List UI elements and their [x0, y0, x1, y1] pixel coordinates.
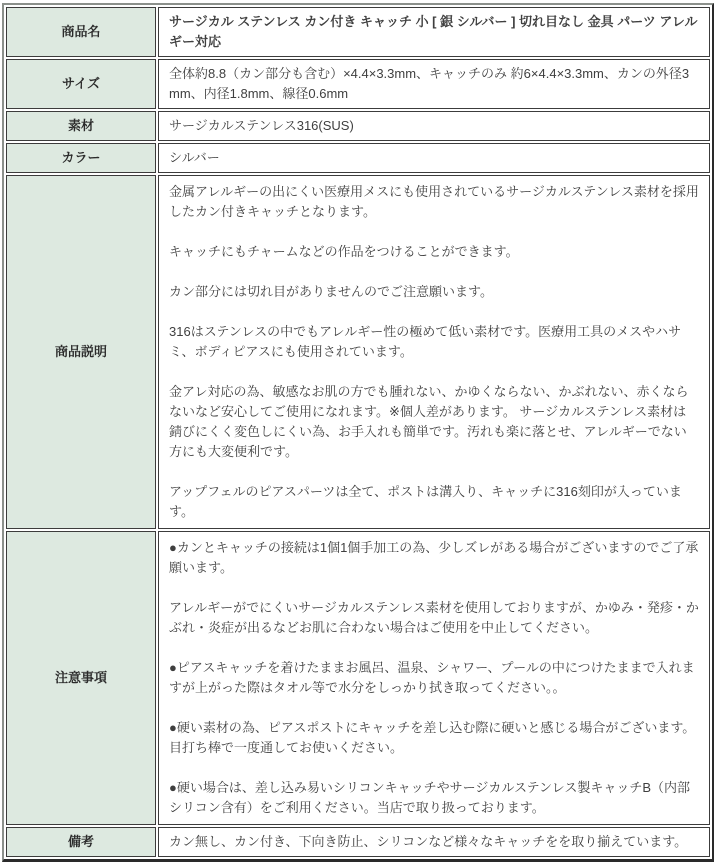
spec-value-description: [158, 175, 710, 529]
spec-row-color: [6, 143, 710, 173]
spec-value-size: 全体約8.8（カン部分も含む）×4.4×3.3mm、キャッチのみ 約6×4.4×3.3mm、カンの外径3mm、内径1.8mm、線径0.6mm: [158, 59, 710, 109]
spec-row-size: [6, 59, 710, 109]
description-paragraph: 金属アレルギーの出にくい医療用メスにも使用されているサージカルステンレス素材を採用したカン付きキャッチとなります。: [169, 184, 699, 219]
precaution-paragraph: ●ピアスキャッチを着けたままお風呂、温泉、シャワー、プールの中につけたままで入れますが上がった際はタオル等で水分をしっかり拭き取ってください。。: [169, 660, 695, 695]
spec-label-notes: 備考: [6, 827, 156, 857]
spec-label-size: サイズ: [6, 59, 156, 109]
product-spec-table: [2, 3, 714, 862]
precaution-paragraph: ●硬い素材の為、ピアスポストにキャッチを差し込む際に硬いと感じる場合がございます。目打ち棒で一度通してお使いください。: [169, 720, 696, 755]
precaution-paragraph: アレルギーがでにくいサージカルステンレス素材を使用しておりますが、かゆみ・発疹・かぶれ・炎症が出るなどお肌に合わない場合はご使用を中止してください。: [169, 600, 699, 635]
spec-value-product-name: サージカル ステンレス カン付き キャッチ 小 [ 銀 シルバー ] 切れ目なし 金具 パーツ アレルギー対応: [158, 7, 710, 57]
spec-label-material: 素材: [6, 111, 156, 141]
precaution-paragraph: ●硬い場合は、差し込み易いシリコンキャッチやサージカルステンレス製キャッチB（内部シリコン含有）をご利用ください。当店で取り扱っております。: [169, 780, 690, 815]
spec-label-color: カラー: [6, 143, 156, 173]
spec-value-notes: カン無し、カン付き、下向き防止、シリコンなど様々なキャッチをを取り揃えています。: [158, 827, 710, 857]
description-paragraph: キャッチにもチャームなどの作品をつけることができます。: [169, 244, 519, 259]
description-paragraph: アップフェルのピアスパーツは全て、ポストは溝入り、キャッチに316刻印が入っています。: [169, 484, 682, 519]
spec-label-product-name: 商品名: [6, 7, 156, 57]
spec-value-material: サージカルステンレス316(SUS): [158, 111, 710, 141]
description-paragraph: 金アレ対応の為、敏感なお肌の方でも腫れない、かゆくならない、かぶれない、赤くならないなど安心してご使用になれます。※個人差があります。 サージカルステンレス素材は錆びにくく変色しにくい為、お手入れも簡単です。汚れも楽に落とせ、アレルギーでない方にも大変便利です。: [169, 384, 689, 459]
spec-row-precautions: [6, 531, 710, 825]
description-paragraph: カン部分には切れ目がありませんのでご注意願います。: [169, 284, 493, 299]
spec-row-product-name: [6, 7, 710, 57]
spec-row-description: [6, 175, 710, 529]
spec-label-precautions: 注意事項: [6, 531, 156, 825]
spec-value-color: シルバー: [158, 143, 710, 173]
spec-label-description: 商品説明: [6, 175, 156, 529]
spec-value-precautions: [158, 531, 710, 825]
precaution-paragraph: ●カンとキャッチの接続は1個1個手加工の為、少しズレがある場合がございますのでご了承願います。: [169, 540, 699, 575]
spec-row-material: [6, 111, 710, 141]
description-paragraph: 316はステンレスの中でもアレルギー性の極めて低い素材です。医療用工具のメスやハサミ、ボディピアスにも使用されています。: [169, 324, 682, 359]
